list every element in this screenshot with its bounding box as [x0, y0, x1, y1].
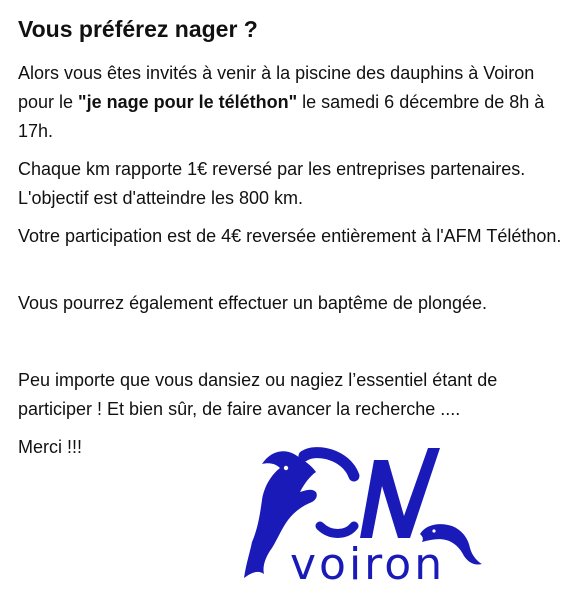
intro-text-end: le samedi 6 décembre de 8h à 17h.	[18, 92, 545, 141]
dolphin-eye	[284, 466, 288, 470]
diving-paragraph: Vous pourrez également effectuer un baptême de plongée.	[18, 293, 488, 313]
intro-paragraph	[18, 59, 563, 146]
logo-letter-c-lower	[320, 526, 354, 534]
page-title: Vous préférez nager ?	[18, 16, 258, 42]
km-paragraph: Chaque km rapporte 1€ reversé par les entreprises partenaires. L'objectif est d'atteindre les 800 km.	[18, 159, 526, 208]
logo-graphic	[242, 442, 527, 588]
small-dolphin-eye	[432, 529, 435, 532]
club-logo	[242, 442, 527, 588]
logo-letter-n	[360, 448, 440, 538]
logo-town-name: voiron	[290, 539, 446, 588]
thanks-text: Merci !!!	[18, 437, 83, 457]
participation-paragraph: Votre participation est de 4€ reversée entièrement à l'AFM Téléthon.	[18, 226, 562, 246]
closing-paragraph: Peu importe que vous dansiez ou nagiez l’essentiel étant de participer ! Et bien sûr, de faire avancer la recherche ....	[18, 370, 498, 419]
intro-text-start: Alors vous êtes invités à venir à la piscine des dauphins à Voiron pour le	[18, 63, 535, 112]
event-name: "je nage pour le téléthon"	[78, 92, 298, 112]
